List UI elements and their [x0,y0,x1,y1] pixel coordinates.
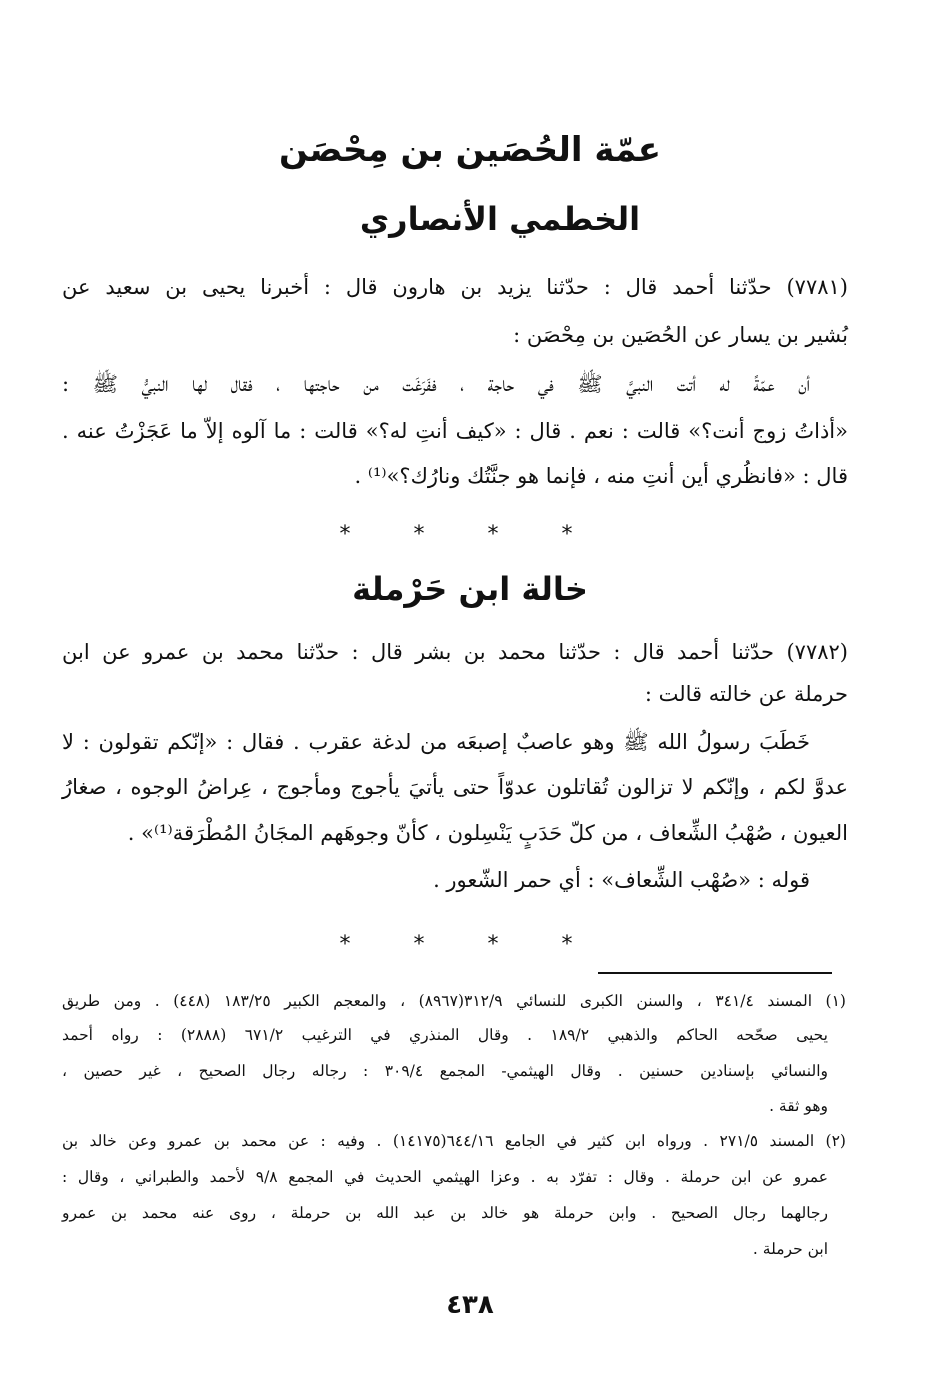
section-separator: * * * * [339,932,601,957]
footnote-divider [598,972,832,974]
footnote-1-line-4: وهو ثقة . [769,1097,828,1115]
hadith-7781-line-5: قال : «فانظُري أين أنتِ منه ، فإنما هو جنَّتُك ونارُك؟»⁽¹⁾ . [354,464,848,488]
page-number: ٤٣٨ [446,1290,494,1320]
hadith-7782-gloss: قوله : «صُهْب الشِّعاف» : أي حمر الشّعور . [433,868,810,892]
footnote-1-line-2: يحيى صحّحه الحاكم والذهبي ١٨٩/٢ . وقال المنذري في الترغيب ٦٧١/٢ (٢٨٨٨) : رواه أحمد [62,1026,828,1044]
hadith-7781-line-3: أن عمّةً له أتت النبيَّ ﷺ في حاجة ، ففَرَغَت من حاجتها ، فقال لها النبيُّ ﷺ : [62,372,810,396]
footnote-1-line-1: (١) المسند ٣٤١/٤ ، والسنن الكبرى للنسائي ٣١٢/٩(٨٩٦٧) ، والمعجم الكبير ١٨٣/٢٥ (٤٤٨) . ومن طريق [62,992,846,1010]
section-title-ibn-harmala-aunt: خالة ابن حَرْملة [352,570,588,608]
hadith-7781-line-4: «أذاتُ زوج أنت؟» قالت : نعم . قال : «كيف أنتِ له؟» قالت : ما آلوه إلاّ ما عَجَزْتُ عنه . [62,419,848,443]
footnote-2-line-3: رجالهما رجال الصحيح . وابن حرملة هو خالد بن عبد الله بن حرملة ، روى عنه محمد بن عمرو [62,1204,828,1222]
footnote-2-line-1: (٢) المسند ٢٧١/٥ . ورواه ابن كثير في الجامع ٦٤٤/١٦(١٤١٧٥) . وفيه : عن محمد بن عمرو وعن خالد بن [62,1132,846,1150]
hadith-7782-line-5: العيون ، صُهْبُ الشِّعاف ، من كلّ حَدَبٍ يَنْسِلون ، كأنّ وجوهَهم المجَانُ المُطْرَقة⁽¹⁾» . [127,821,848,845]
hadith-7782-line-3: خَطَبَ رسولُ الله ﷺ وهو عاصبٌ إصبعَه من لدغة عقرب . فقال : «إنّكم تقولون : لا [62,730,810,754]
section-title-aunt-husayn: عمّة الحُصَين بن مِحْصَن [278,130,662,170]
hadith-7782-line-1: (٧٧٨٢) حدّثنا أحمد قال : حدّثنا محمد بن بشر قال : حدّثنا محمد بن عمرو عن ابن [62,640,848,664]
section-subtitle-khatmi: الخطمي الأنصاري [359,200,641,238]
section-separator: * * * * [339,522,601,547]
footnote-2-line-4: ابن حرملة . [752,1240,828,1258]
hadith-7782-line-4: عدوَّ لكم ، وإنّكم لا تزالون تُقاتلون عدوّاً حتى يأتيَ يأجوج ومأجوج ، عِراضُ الوجوه ، صغارُ [62,775,848,799]
footnote-2-line-2: عمرو عن ابن حرملة . وقال : تفرّد به . وعزا الهيثمي الحديث في المجمع ٩/٨ لأحمد والطبراني ، وقال : [62,1168,828,1186]
footnote-1-line-3: والنسائي بإسنادين حسنين . وقال الهيثمي- المجمع ٣٠٩/٤ : رجاله رجال الصحيح ، غير حصين ، [62,1062,828,1080]
hadith-7782-line-2: حرملة عن خالته قالت : [644,682,848,706]
hadith-7781-line-1: (٧٧٨١) حدّثنا أحمد قال : حدّثنا يزيد بن هارون قال : أخبرنا يحيى بن سعيد عن [62,275,848,299]
hadith-7781-line-2: بُشير بن يسار عن الحُصَين بن مِحْصَن : [513,323,848,347]
